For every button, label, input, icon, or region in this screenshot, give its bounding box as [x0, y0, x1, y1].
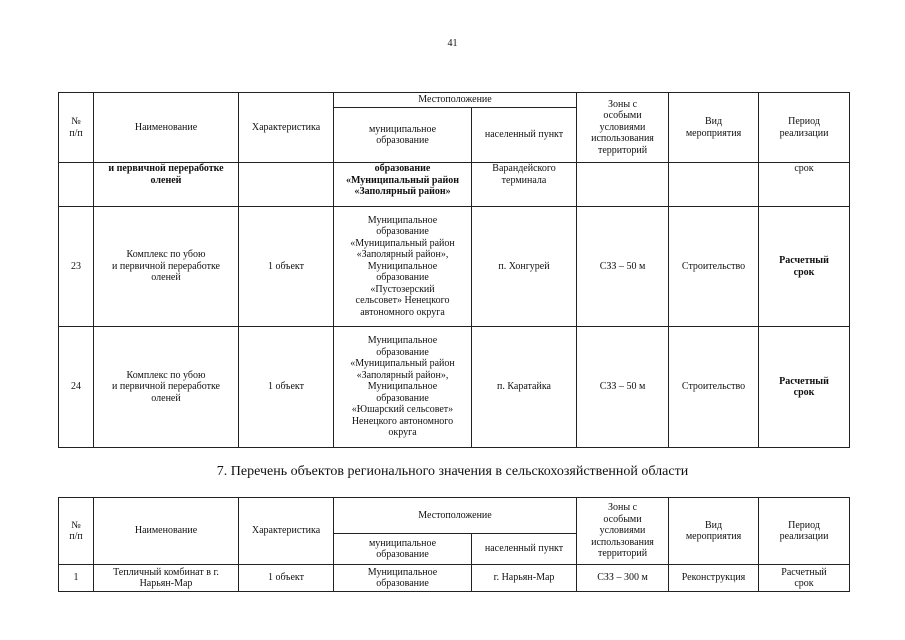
page-number: 41	[447, 38, 458, 49]
header-num: № п/п	[59, 93, 94, 163]
cell-num	[59, 163, 94, 207]
cell-name: Комплекс по убою и первичной переработке оленей	[94, 327, 239, 448]
cell-characteristic: 1 объект	[239, 327, 334, 448]
header-settlement: населенный пункт	[472, 534, 577, 565]
cell-period: Расчетный срок	[759, 207, 850, 327]
header-municipality: муниципальное образование	[334, 534, 472, 565]
cell-municipality: Муниципальное образование «Муниципальный район «Заполярный район», Муниципальное образование «Пустозерский сельсовет» Ненецкого автономного округа	[334, 207, 472, 327]
agricultural-objects-table	[58, 497, 850, 592]
header-name: Наименование	[94, 93, 239, 163]
cell-zones	[577, 163, 669, 207]
cell-name: Комплекс по убою и первичной переработке оленей	[94, 207, 239, 327]
header-activity: Вид мероприятия	[669, 93, 759, 163]
header-characteristic: Характеристика	[239, 498, 334, 565]
table-row	[59, 207, 850, 327]
cell-settlement: п. Хонгурей	[472, 207, 577, 327]
header-num: № п/п	[59, 498, 94, 565]
header-zones: Зоны с особыми условиями использования территорий	[577, 93, 669, 163]
cell-characteristic: 1 объект	[239, 565, 334, 592]
header-activity: Вид мероприятия	[669, 498, 759, 565]
table-row	[59, 163, 850, 207]
cell-municipality: образование «Муниципальный район «Заполярный район»	[334, 163, 472, 207]
cell-zones: СЗЗ – 50 м	[577, 207, 669, 327]
cell-zones: СЗЗ – 50 м	[577, 327, 669, 448]
header-location: Местоположение	[334, 498, 577, 534]
header-period: Период реализации	[759, 93, 850, 163]
cell-name: Тепличный комбинат в г. Нарьян-Мар	[94, 565, 239, 592]
cell-settlement: п. Каратайка	[472, 327, 577, 448]
cell-num: 24	[59, 327, 94, 448]
cell-characteristic: 1 объект	[239, 207, 334, 327]
cell-name: и первичной переработке оленей	[94, 163, 239, 207]
cell-activity	[669, 163, 759, 207]
header-name: Наименование	[94, 498, 239, 565]
cell-settlement: Варандейского терминала	[472, 163, 577, 207]
cell-zones: СЗЗ – 300 м	[577, 565, 669, 592]
cell-num: 1	[59, 565, 94, 592]
cell-municipality: Муниципальное образование «Муниципальный район «Заполярный район», Муниципальное образование «Юшарский сельсовет» Ненецкого автономного округа	[334, 327, 472, 448]
cell-period: срок	[759, 163, 850, 207]
cell-num: 23	[59, 207, 94, 327]
table-row	[59, 327, 850, 448]
objects-table-continued	[58, 92, 850, 448]
cell-activity: Реконструкция	[669, 565, 759, 592]
header-characteristic: Характеристика	[239, 93, 334, 163]
header-location: Местоположение	[334, 93, 577, 108]
table-row	[59, 565, 850, 592]
cell-municipality: Муниципальное образование	[334, 565, 472, 592]
cell-activity: Строительство	[669, 207, 759, 327]
cell-settlement: г. Нарьян-Мар	[472, 565, 577, 592]
header-zones: Зоны с особыми условиями использования территорий	[577, 498, 669, 565]
cell-period: Расчетный срок	[759, 565, 850, 592]
cell-characteristic	[239, 163, 334, 207]
header-municipality: муниципальное образование	[334, 108, 472, 163]
cell-period: Расчетный срок	[759, 327, 850, 448]
cell-activity: Строительство	[669, 327, 759, 448]
header-period: Период реализации	[759, 498, 850, 565]
header-settlement: населенный пункт	[472, 108, 577, 163]
section-heading: 7. Перечень объектов регионального значения в сельскохозяйственной области	[216, 464, 689, 479]
